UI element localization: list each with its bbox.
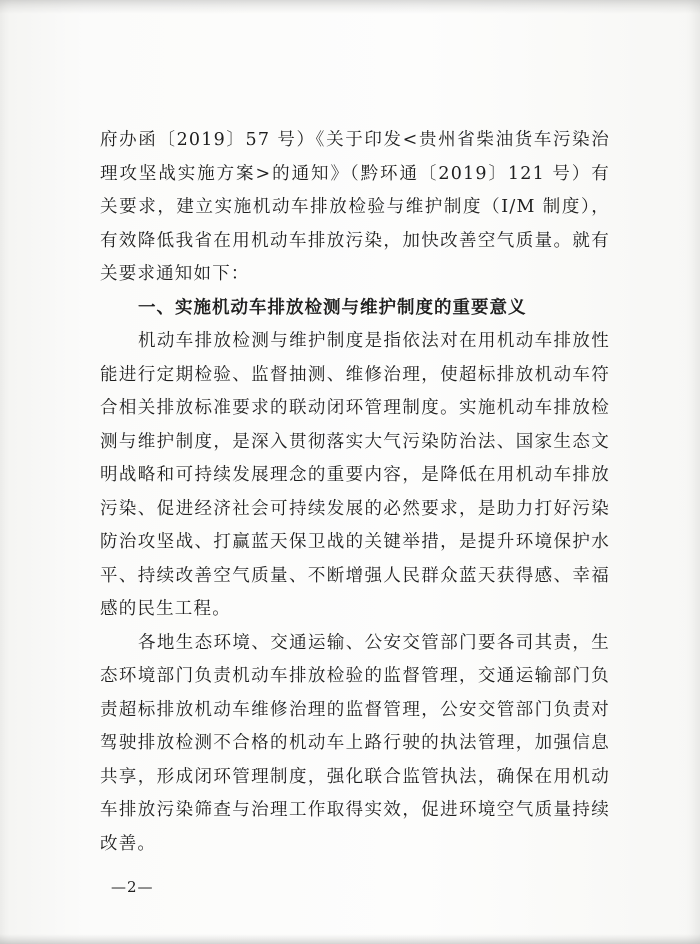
page-number: —2— [111, 878, 154, 896]
page-bottom-shadow [0, 934, 700, 944]
body-paragraph-2: 各地生态环境、交通运输、公安交管部门要各司其责，生态环境部门负责机动车排放检验的监督管理，交通运输部门负责超标排放机动车维修治理的监督管理，公安交管部门负责对驾驶排放检测不合格的机动车上路行驶的执法管理，加强信息共享，形成闭环管理制度，强化联合监管执法，确保在用机动车排放污染筛查与治理工作取得实效，促进环境空气质量持续改善。 [100, 632, 610, 854]
document-body [100, 124, 610, 861]
body-paragraph-1: 机动车排放检测与维护制度是指依法对在用机动车排放性能进行定期检验、监督抽测、维修治理，使超标排放机动车符合相关排放标准要求的联动闭环管理制度。实施机动车排放检测与维护制度，是深入贯彻落实大气污染防治法、国家生态文明战略和可持续发展理念的重要内容，是降低在用机动车排放污染、促进经济社会可持续发展的必然要求，是助力打好污染防治攻坚战、打赢蓝天保卫战的关键举措，是提升环境保护水平、持续改善空气质量、不断增强人民群众蓝天获得感、幸福感的民生工程。 [100, 331, 610, 619]
intro-paragraph: 府办函〔2019〕57 号）《关于印发<贵州省柴油货车污染治理攻坚战实施方案>的通知》（黔环通〔2019〕121 号）有关要求，建立实施机动车排放检验与维护制度（I/M 制度），有效降低我省在用机动车排放污染，加快改善空气质量。就有关要求通知如下： [100, 130, 610, 284]
page-top-shadow [0, 0, 700, 14]
section-heading: 一、实施机动车排放检测与维护制度的重要意义 [138, 297, 527, 318]
